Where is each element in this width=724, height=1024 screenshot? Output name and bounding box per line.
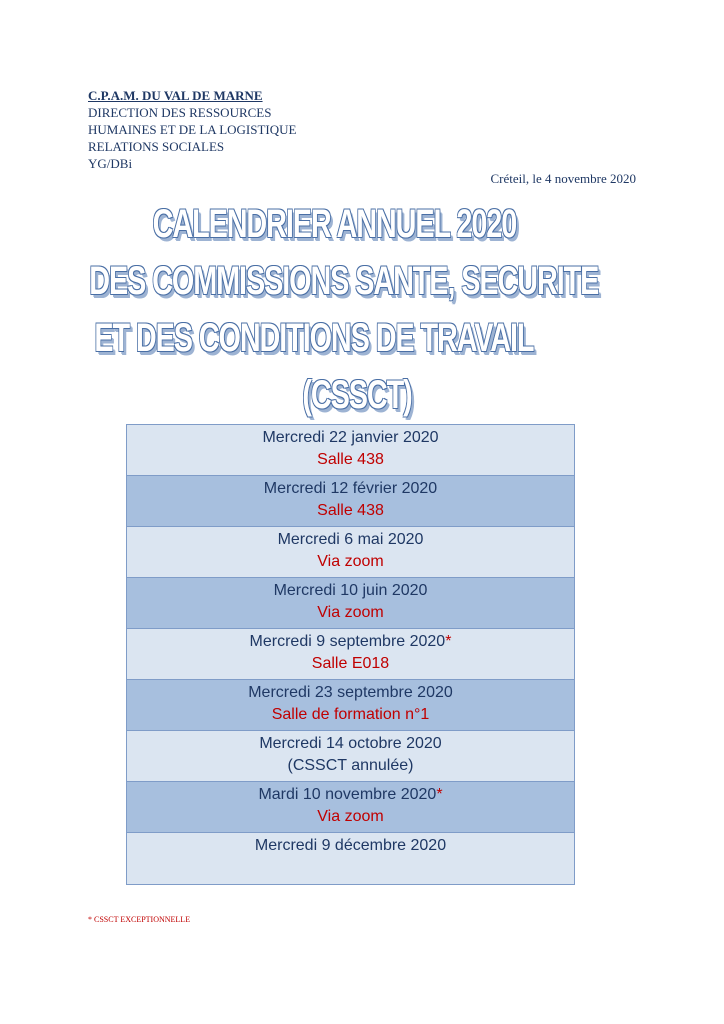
department-line: DIRECTION DES RESSOURCES bbox=[88, 105, 272, 120]
exceptional-marker: * bbox=[436, 786, 443, 803]
meeting-status: (CSSCT annulée) bbox=[287, 757, 414, 774]
meeting-location: Salle 438 bbox=[317, 451, 384, 468]
table-row bbox=[127, 731, 575, 782]
meeting-cell bbox=[127, 527, 575, 578]
footnote: * CSSCT EXCEPTIONNELLE bbox=[88, 915, 191, 924]
title-line: DES COMMISSIONS SANTE, SECURITE bbox=[89, 259, 599, 303]
title-line: ET DES CONDITIONS DE TRAVAIL bbox=[94, 316, 534, 360]
meeting-cell bbox=[127, 578, 575, 629]
meeting-cell bbox=[127, 680, 575, 731]
meeting-date: Mercredi 23 septembre 2020 bbox=[248, 684, 453, 701]
meeting-location: Via zoom bbox=[317, 808, 384, 825]
meeting-date: Mardi 10 novembre 2020 bbox=[258, 786, 437, 803]
table-row bbox=[127, 476, 575, 527]
meeting-date: Mercredi 14 octobre 2020 bbox=[259, 735, 442, 752]
reference-initials: YG/DBi bbox=[88, 156, 133, 171]
meeting-cell bbox=[127, 629, 575, 680]
table-row bbox=[127, 680, 575, 731]
exceptional-marker: * bbox=[445, 633, 452, 650]
meeting-date: Mercredi 9 septembre 2020 bbox=[249, 633, 446, 650]
meeting-location: Salle de formation n°1 bbox=[271, 706, 430, 723]
meeting-location: Via zoom bbox=[317, 604, 384, 621]
meeting-date: Mercredi 6 mai 2020 bbox=[277, 531, 424, 548]
meeting-date: Mercredi 12 février 2020 bbox=[263, 480, 438, 497]
meeting-location: Via zoom bbox=[317, 553, 384, 570]
table-row bbox=[127, 578, 575, 629]
meeting-date: Mercredi 9 décembre 2020 bbox=[254, 837, 447, 854]
title-line: (CSSCT) bbox=[302, 373, 412, 417]
meeting-location: Salle 438 bbox=[317, 502, 384, 519]
title-line: CALENDRIER ANNUEL 2020 bbox=[152, 202, 517, 246]
meeting-cell bbox=[127, 731, 575, 782]
table-row bbox=[127, 425, 575, 476]
table-row bbox=[127, 527, 575, 578]
department-line: HUMAINES ET DE LA LOGISTIQUE bbox=[88, 122, 297, 137]
meeting-cell bbox=[127, 425, 575, 476]
meeting-location: Salle E018 bbox=[311, 655, 390, 672]
meeting-calendar-table bbox=[126, 424, 575, 885]
table-row bbox=[127, 782, 575, 833]
meeting-date: Mercredi 22 janvier 2020 bbox=[262, 429, 439, 446]
organization-name: C.P.A.M. DU VAL DE MARNE bbox=[88, 88, 263, 103]
table-row bbox=[127, 833, 575, 885]
meeting-date: Mercredi 10 juin 2020 bbox=[273, 582, 428, 599]
service-line: RELATIONS SOCIALES bbox=[88, 139, 225, 154]
table-row bbox=[127, 629, 575, 680]
meeting-cell bbox=[127, 782, 575, 833]
meeting-cell bbox=[127, 833, 575, 885]
document-date: Créteil, le 4 novembre 2020 bbox=[490, 171, 636, 186]
letterhead bbox=[88, 87, 296, 172]
meeting-cell bbox=[127, 476, 575, 527]
